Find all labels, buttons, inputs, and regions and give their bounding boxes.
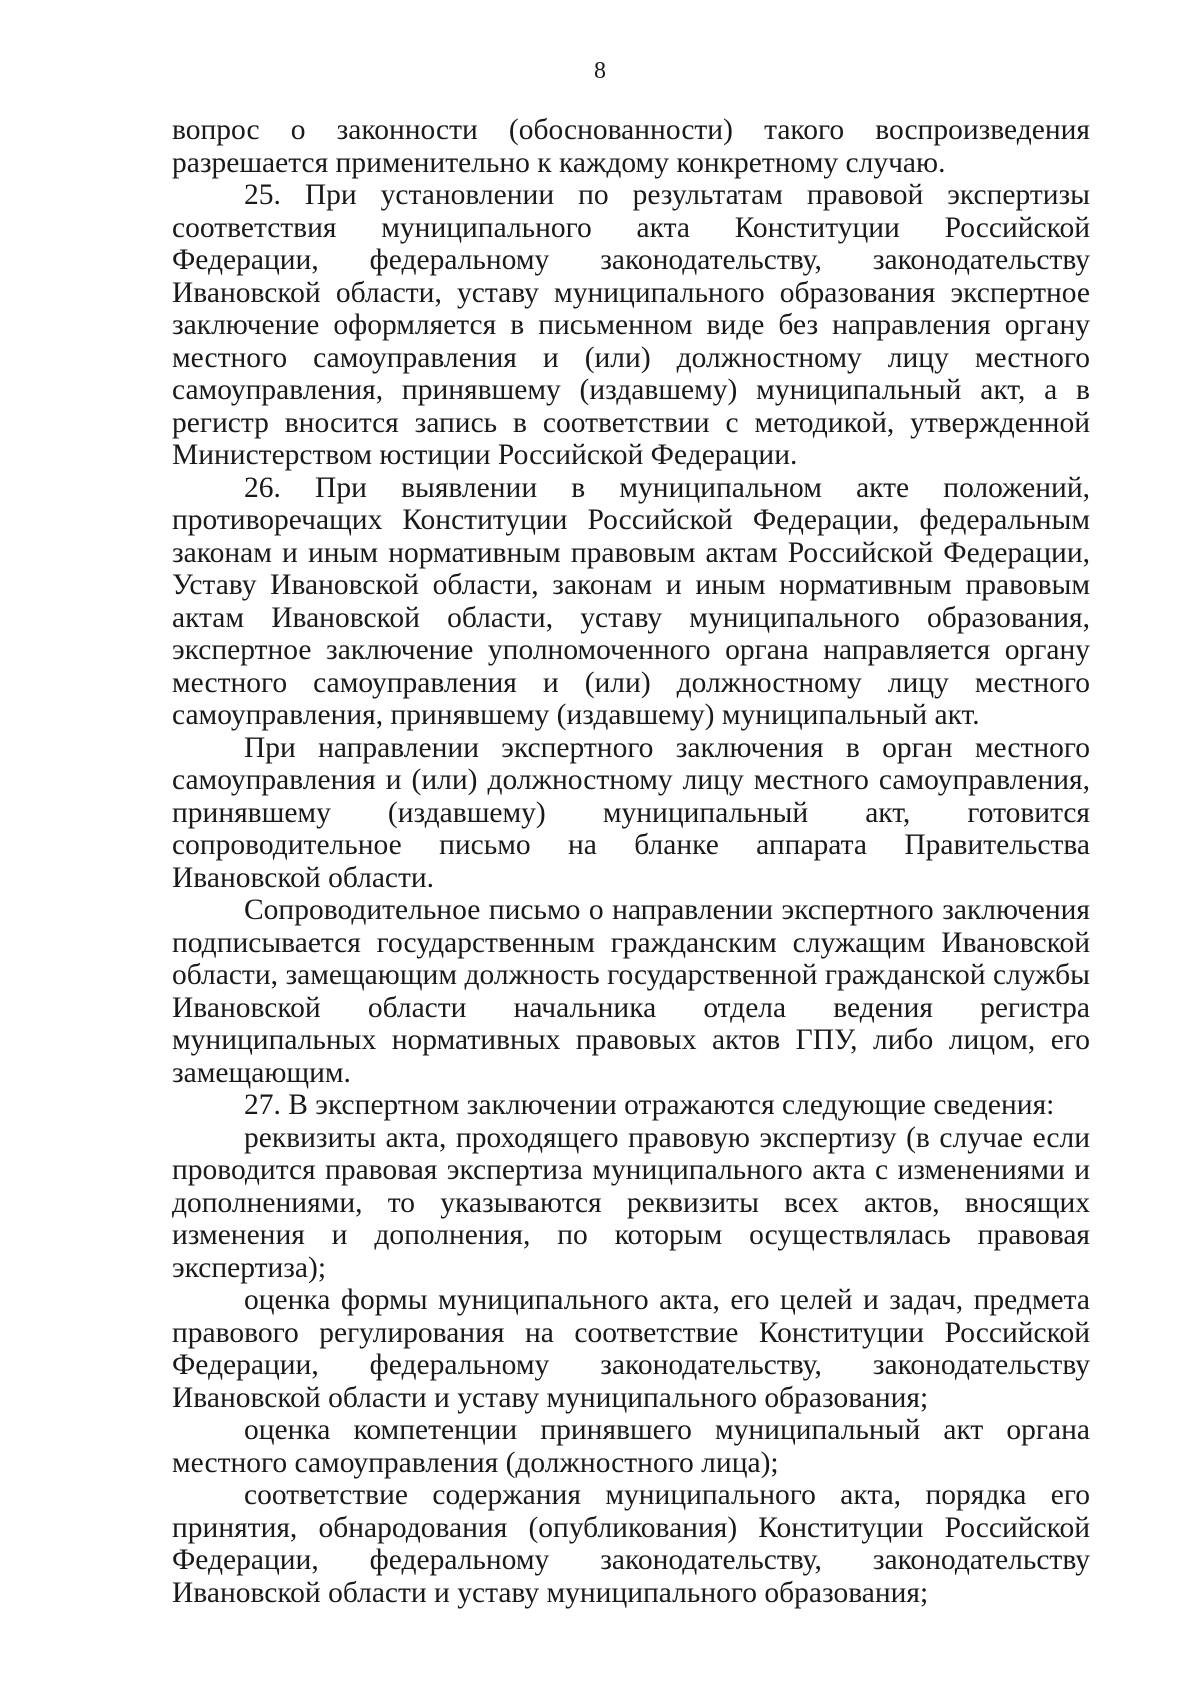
paragraph-cover-letter: При направлении экспертного заключения в орган местного самоуправления и (или) должностному лицу местного самоуправления, принявшему (издавшему) муниципальный акт, готовится сопроводительное письмо на бланке аппарата Правительства Ивановской области. xyxy=(172,731,1090,894)
paragraph-cover-letter-signature: Сопроводительное письмо о направлении экспертного заключения подписывается государственным гражданским служащим Ивановской области, замещающим должность государственной гражданской службы Ивановской области начальника отдела ведения регистра муниципальных нормативных правовых актов ГПУ, либо лицом, его замещающим. xyxy=(172,894,1090,1089)
paragraph-form-assessment: оценка формы муниципального акта, его целей и задач, предмета правового регулирования на соответствие Конституции Российской Федерации, федеральному законодательству, законодательству Ивановской области и уставу муниципального образования; xyxy=(172,1284,1090,1414)
paragraph-content-compliance: соответствие содержания муниципального акта, порядка его принятия, обнародования (опубликования) Конституции Российской Федерации, федеральному законодательству, законодательству Ивановской области и уставу муниципального образования; xyxy=(172,1479,1090,1609)
paragraph-continuation: вопрос о законности (обоснованности) такого воспроизведения разрешается применительно к каждому конкретному случаю. xyxy=(172,114,1090,179)
page-number: 8 xyxy=(594,58,606,84)
paragraph-item-25: 25. При установлении по результатам правовой экспертизы соответствия муниципального акта Конституции Российской Федерации, федеральному законодательству, законодательству Ивановской области, уставу муниципального образования экспертное заключение оформляется в письменном виде без направления органу местного самоуправления и (или) должностному лицу местного самоуправления, принявшему (издавшему) муниципальный акт, а в регистр вносится запись в соответствии с методикой, утвержденной Министерством юстиции Российской Федерации. xyxy=(172,179,1090,471)
paragraph-competence-assessment: оценка компетенции принявшего муниципальный акт органа местного самоуправления (должностного лица); xyxy=(172,1414,1090,1479)
paragraph-item-27: 27. В экспертном заключении отражаются следующие сведения: xyxy=(244,1089,1055,1121)
paragraph-requisites: реквизиты акта, проходящего правовую экспертизу (в случае если проводится правовая экспертиза муниципального акта с изменениями и дополнениями, то указываются реквизиты всех актов, вносящих изменения и дополнения, по которым осуществлялась правовая экспертиза); xyxy=(172,1121,1090,1284)
paragraph-item-26: 26. При выявлении в муниципальном акте положений, противоречащих Конституции Российской Федерации, федеральным законам и иным нормативным правовым актам Российской Федерации, Уставу Ивановской области, законам и иным нормативным правовым актам Ивановской области, уставу муниципального образования, экспертное заключение уполномоченного органа направляется органу местного самоуправления и (или) должностному лицу местного самоуправления, принявшему (издавшему) муниципальный акт. xyxy=(172,471,1090,731)
document-body xyxy=(172,114,1090,1609)
